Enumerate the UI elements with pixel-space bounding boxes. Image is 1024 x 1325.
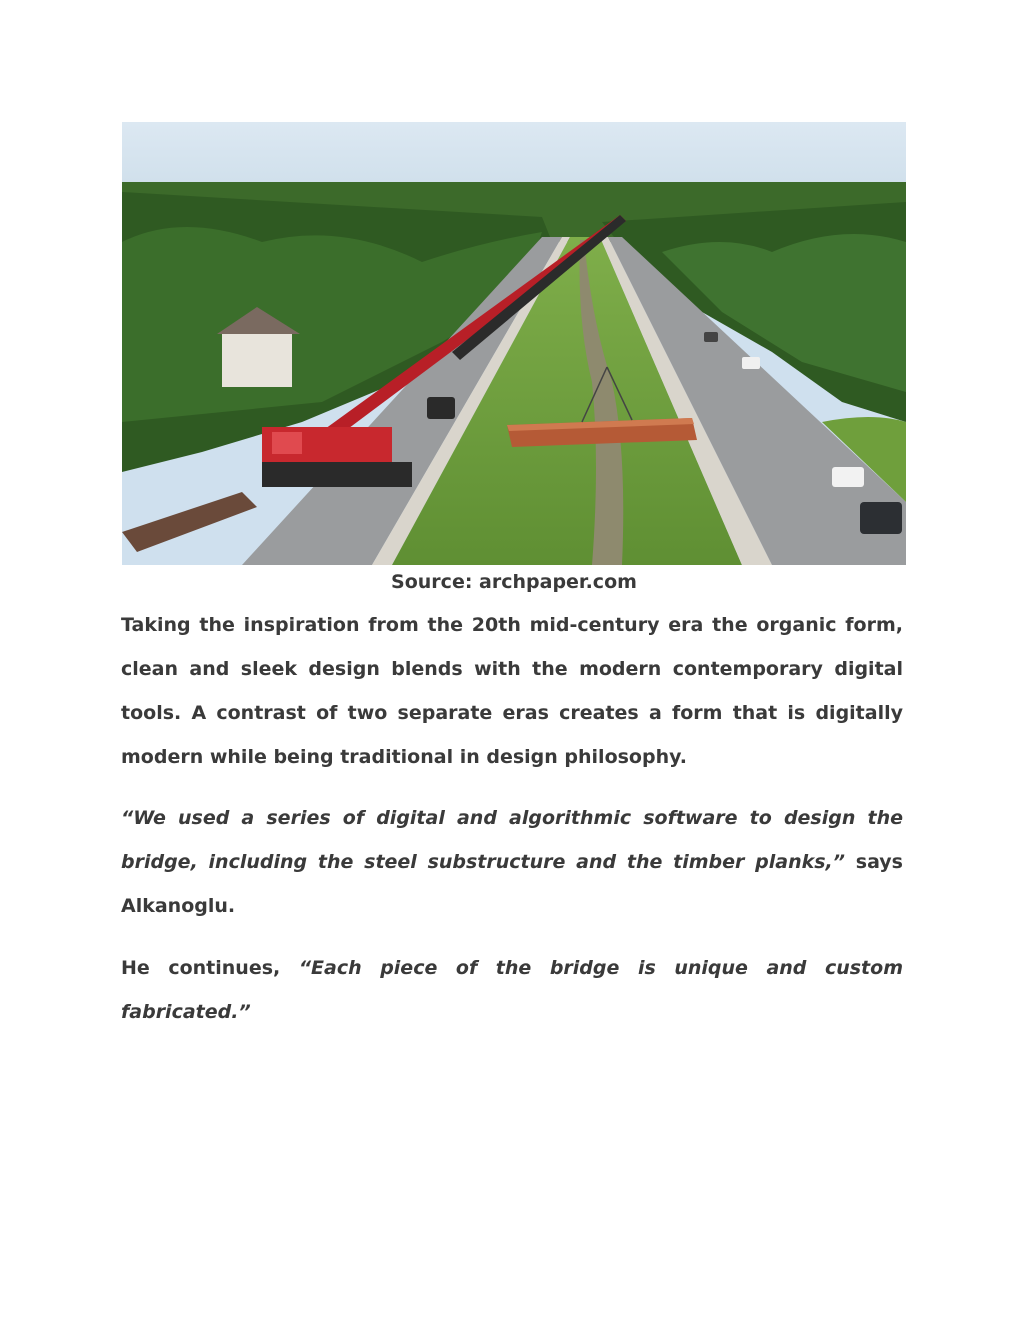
quote-attribution: says Alkanoglu. [121,851,903,917]
quote-custom-fabricated: “Each piece of the bridge is unique and custom fabricated.” [121,957,903,1023]
paragraph-quote-alkanoglu [121,796,903,928]
paragraph-inspiration: Taking the inspiration from the 20th mid-century era the organic form, clean and sleek design blends with the modern contemporary digital tools. A contrast of two separate eras creates a form that is digitally modern while being traditional in design philosophy. [121,614,903,768]
bridge-crane-aerial-image [122,122,906,565]
bridge-photo [122,122,906,565]
paragraph-continues [121,946,903,1034]
image-caption: Source: archpaper.com [391,571,637,593]
quote-digital-software: “We used a series of digital and algorithmic software to design the bridge, including the steel substructure and the timber planks,” [121,807,903,873]
continues-lead: He continues, [121,957,299,979]
